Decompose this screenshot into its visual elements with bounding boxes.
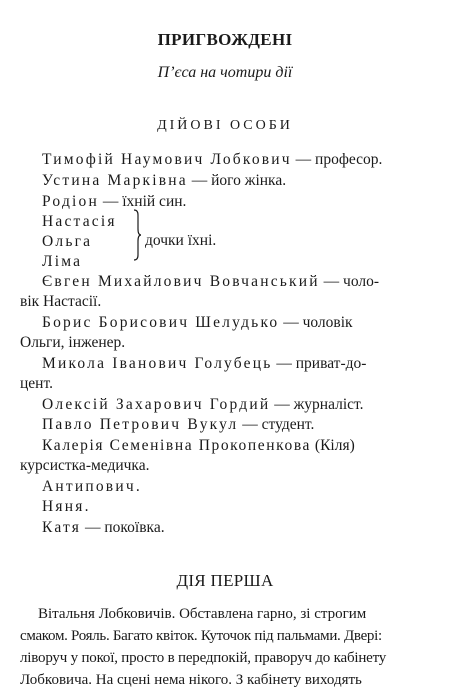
cast-line [42,171,286,191]
character-description: — його жінка. [187,172,287,189]
character-description: — журналіст. [270,396,364,413]
cast-line [42,354,366,374]
character-name: Олексій Захарович Гордий [42,396,271,413]
character-name: Борис Борисович Шелудько [42,314,280,331]
cast-line [42,518,165,538]
stage-direction-line: Лобковича. На сцені нема нікого. З кабінету виходять [20,672,362,688]
curly-brace-icon [132,209,142,261]
character-name: Микола Іванович Голубець [42,355,273,372]
cast-line [42,192,186,212]
character-name: Ольга [42,233,93,250]
character-description: — чоло- [319,273,380,290]
character-description: — їхній син. [98,193,187,210]
character-name: Родіон [42,193,99,210]
character-description: — студент. [238,416,315,433]
character-description: (Кіля) [311,437,355,454]
cast-line-continuation: Ольги, інженер. [20,334,126,351]
character-name: Калерія Семенівна Прокопенкова [42,437,312,454]
cast-line [42,497,88,517]
character-name: Ліма [42,253,83,270]
cast-line [42,313,353,333]
play-title: ПРИГВОЖДЕНІ [157,30,293,49]
stage-direction-line: смаком. Рояль. Багато квіток. Куточок під пальмами. Двері: [20,628,382,644]
character-name: Няня [42,498,85,515]
character-name: Антипович [42,478,136,495]
cast-line-continuation: цент. [20,375,53,392]
character-description: — професор. [291,151,383,168]
character-name: Катя [42,519,82,536]
cast-heading: ДІЙОВІ ОСОБИ [157,118,293,133]
character-name: Тимофій Наумович Лобкович [42,151,292,168]
act-heading: ДІЯ ПЕРША [176,571,274,590]
character-description: — чоловік [279,314,353,331]
cast-line-continuation: курсистка-медичка. [20,457,150,474]
cast-line-continuation: вік Настасії. [20,293,102,310]
cast-line [42,395,364,415]
cast-line [42,477,140,497]
character-description: . [135,478,140,495]
cast-line [42,436,355,456]
character-name: Євген Михайлович Вовчанський [42,273,320,290]
cast-line [42,272,379,292]
cast-line [42,150,382,170]
play-subtitle: П’єса на чотири дії [157,64,293,81]
stage-direction-line: ліворуч у покої, просто в передпокій, праворуч до кабінету [20,650,387,666]
cast-line [42,415,314,435]
character-description: — приват-до- [272,355,367,372]
character-name: Настасія [42,213,117,230]
character-description: — покоївка. [81,519,165,536]
character-name: Павло Петрович Вукул [42,416,239,433]
daughters-description: дочки їхні. [145,232,217,249]
character-name: Устина Марківна [42,172,188,189]
character-description: . [84,498,89,515]
stage-direction-line: Вітальня Лобковичів. Обставлена гарно, зі строгим [38,606,367,622]
